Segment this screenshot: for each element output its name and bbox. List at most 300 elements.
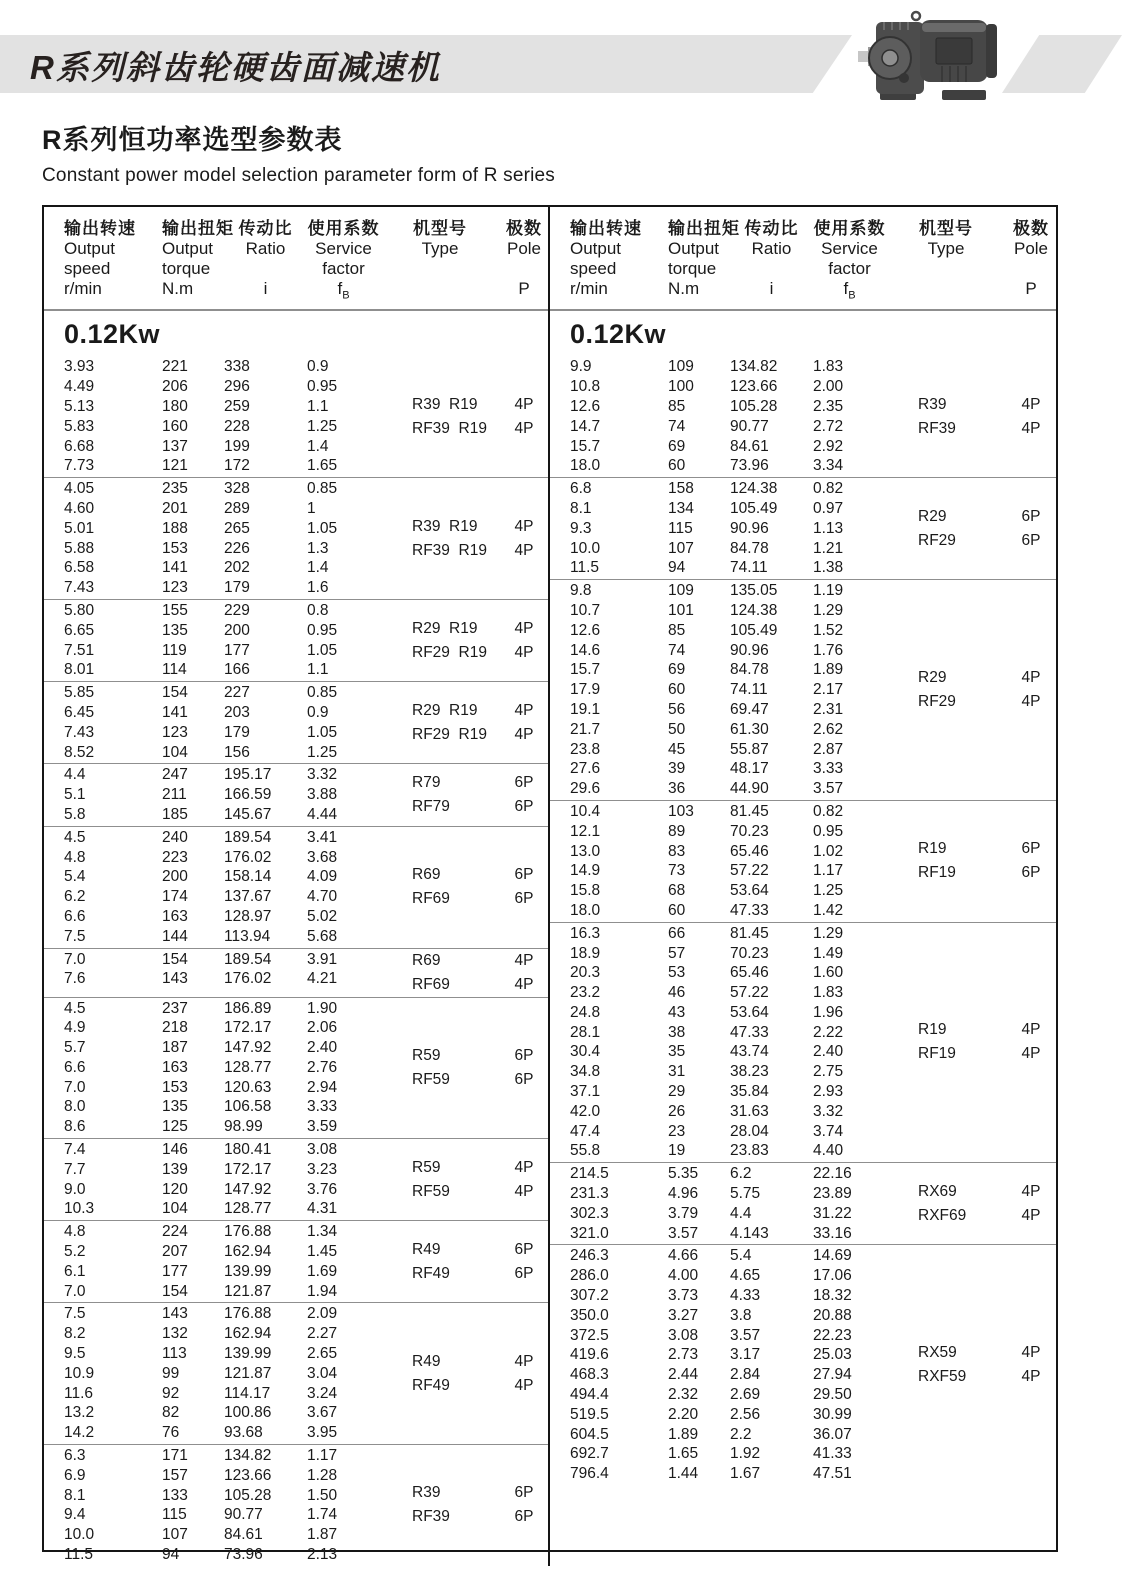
cell: 145.67	[224, 805, 272, 823]
cell: 1.25	[307, 743, 338, 761]
type-column	[380, 1445, 500, 1566]
cell: 4.44	[307, 805, 338, 823]
header-cn: 机型号	[919, 219, 973, 238]
table-row	[550, 1365, 886, 1385]
table-row	[44, 723, 380, 743]
cell: 53.64	[730, 1003, 769, 1021]
type-column	[380, 998, 500, 1139]
cell: 0.85	[307, 480, 338, 498]
cell: 4.143	[730, 1224, 769, 1242]
header-cn: 使用系数	[307, 219, 380, 238]
cell: 74	[668, 417, 686, 435]
data-block	[44, 681, 548, 763]
cell: 103	[668, 802, 694, 820]
cell: 123.66	[224, 1466, 272, 1484]
cell: 174	[162, 888, 188, 906]
cell: 1.4	[307, 559, 329, 577]
cell: 90.96	[730, 519, 769, 537]
power-section-label: 0.12Kw	[570, 319, 667, 350]
data-block	[44, 356, 548, 477]
pole-column	[1006, 580, 1056, 800]
pole-label: 4P	[514, 975, 534, 993]
cell: 202	[224, 559, 250, 577]
cell: 201	[162, 499, 188, 517]
table-row	[44, 1018, 380, 1038]
cell: 1.52	[813, 621, 844, 639]
cell: 23.2	[570, 984, 601, 1002]
cell: 55.87	[730, 740, 769, 758]
cell: 5.7	[64, 1039, 86, 1057]
block-rows	[550, 1163, 886, 1244]
table-row	[550, 1385, 886, 1405]
cell: 1.4	[307, 437, 329, 455]
cell: 92	[162, 1384, 180, 1402]
cell: 6.65	[64, 621, 95, 639]
type-label: R29	[918, 669, 947, 687]
cell: 692.7	[570, 1445, 609, 1463]
cell: 156	[224, 743, 250, 761]
table-row	[550, 1023, 886, 1043]
data-block	[44, 1220, 548, 1302]
cell: 8.01	[64, 661, 95, 679]
table-row	[44, 1058, 380, 1078]
cell: 18.0	[570, 457, 601, 475]
header-banner	[0, 0, 1100, 115]
cell: 47.33	[730, 1023, 769, 1041]
pole-label: 6P	[1021, 864, 1041, 882]
cell: 18.9	[570, 944, 601, 962]
table-row	[550, 357, 886, 377]
cell: 6.2	[64, 888, 86, 906]
pole-column	[500, 764, 548, 825]
type-column	[886, 1163, 1006, 1244]
header-en: Service	[821, 239, 878, 258]
cell: 372.5	[570, 1326, 609, 1344]
cell: 246.3	[570, 1247, 609, 1265]
type-column	[886, 801, 1006, 922]
table-row	[44, 969, 380, 989]
table-row	[550, 1204, 886, 1224]
table-row	[550, 759, 886, 779]
cell: 604.5	[570, 1425, 609, 1443]
pole-label: 4P	[1021, 1344, 1041, 1362]
cell: 5.80	[64, 601, 95, 619]
block-rows	[44, 1221, 380, 1302]
cell: 2.73	[668, 1346, 699, 1364]
cell: 38.23	[730, 1063, 769, 1081]
cell: 2.27	[307, 1325, 338, 1343]
cell: 1.25	[813, 882, 844, 900]
cell: 107	[668, 539, 694, 557]
pole-column	[500, 682, 548, 763]
type-column	[380, 1139, 500, 1220]
table-row	[550, 901, 886, 921]
block-rows	[550, 1245, 886, 1485]
cell: 419.6	[570, 1346, 609, 1364]
header-unit: $f_B$	[843, 279, 856, 302]
cell: 2.22	[813, 1023, 844, 1041]
cell: 289	[224, 499, 250, 517]
table-row	[44, 1466, 380, 1486]
cell: 2.06	[307, 1019, 338, 1037]
block-rows	[44, 1303, 380, 1444]
cell: 207	[162, 1243, 188, 1261]
cell: 1.3	[307, 539, 329, 557]
cell: 34.8	[570, 1063, 601, 1081]
cell: 105.28	[730, 397, 778, 415]
pole-label: 6P	[514, 1264, 534, 1282]
cell: 7.7	[64, 1160, 86, 1178]
type-label: RF79	[412, 798, 450, 816]
cell: 286.0	[570, 1267, 609, 1285]
cell: 109	[668, 358, 694, 376]
pole-label: 6P	[1021, 840, 1041, 858]
type-column	[886, 923, 1006, 1163]
cell: 55.8	[570, 1142, 601, 1160]
cell: 6.68	[64, 437, 95, 455]
type-label: R39 R19	[412, 517, 478, 535]
cell: 121	[162, 457, 188, 475]
cell: 6.9	[64, 1466, 86, 1484]
cell: 3.93	[64, 358, 95, 376]
cell: 128.77	[224, 1200, 272, 1218]
cell: 176.88	[224, 1305, 272, 1323]
table-row	[44, 377, 380, 397]
cell: 73.96	[730, 457, 769, 475]
cell: 124.38	[730, 601, 778, 619]
cell: 2.40	[307, 1039, 338, 1057]
table-row	[550, 700, 886, 720]
cell: 0.9	[307, 358, 329, 376]
header-unit: r/min	[64, 279, 102, 298]
data-block	[44, 997, 548, 1139]
cell: 82	[162, 1404, 180, 1422]
header-cn: 使用系数	[813, 219, 886, 238]
cell: 307.2	[570, 1287, 609, 1305]
cell: 90.96	[730, 641, 769, 659]
type-label: R59	[412, 1046, 441, 1064]
cell: 4.33	[730, 1287, 761, 1305]
type-label: RF59	[412, 1182, 450, 1200]
cell: 4.21	[307, 970, 338, 988]
cell: 105.28	[224, 1486, 272, 1504]
cell: 70.23	[730, 944, 769, 962]
cell: 1.45	[307, 1243, 338, 1261]
cell: 1.83	[813, 358, 844, 376]
cell: 211	[162, 786, 187, 804]
cell: 85	[668, 621, 686, 639]
pole-label: 4P	[1021, 1206, 1041, 1224]
pole-label: 4P	[514, 1376, 534, 1394]
pole-column	[500, 1445, 548, 1566]
cell: 74	[668, 641, 686, 659]
type-label: RF49	[412, 1376, 450, 1394]
cell: 1.76	[813, 641, 844, 659]
cell: 189.54	[224, 950, 272, 968]
cell: 139.99	[224, 1262, 272, 1280]
cell: 3.34	[813, 457, 844, 475]
cell: 158.14	[224, 868, 272, 886]
cell: 57	[668, 944, 686, 962]
pole-label: 4P	[1021, 395, 1041, 413]
cell: 172.17	[224, 1019, 272, 1037]
type-label: RF69	[412, 890, 450, 908]
cell: 0.82	[813, 480, 844, 498]
cell: 1.96	[813, 1003, 844, 1021]
cell: 2.56	[730, 1405, 761, 1423]
cell: 60	[668, 681, 686, 699]
header-en: Pole	[1013, 239, 1049, 258]
cell: 20.88	[813, 1306, 852, 1324]
cell: 224	[162, 1223, 188, 1241]
cell: 1.60	[813, 964, 844, 982]
data-block	[44, 1444, 548, 1566]
cell: 1.90	[307, 999, 338, 1017]
header-en: Output	[162, 239, 214, 258]
table-row	[44, 927, 380, 947]
pole-column	[1006, 1245, 1056, 1485]
table-right-half	[550, 207, 1056, 1566]
cell: 43.74	[730, 1043, 769, 1061]
cell: 3.27	[668, 1306, 699, 1324]
cell: 7.6	[64, 970, 86, 988]
cell: 23.8	[570, 740, 601, 758]
cell: 30.4	[570, 1043, 601, 1061]
cell: 4.96	[668, 1185, 699, 1203]
table-row	[44, 867, 380, 887]
header-en: Output	[668, 239, 720, 258]
cell: 123	[162, 579, 188, 597]
cell: 3.95	[307, 1424, 338, 1442]
type-label: RF39	[918, 419, 956, 437]
cell: 42.0	[570, 1102, 601, 1120]
cell: 15.8	[570, 882, 601, 900]
header-en: Type	[421, 239, 459, 258]
header-unit: N.m	[668, 279, 700, 298]
cell: 9.3	[570, 519, 592, 537]
cell: 5.83	[64, 417, 95, 435]
cell: 3.8	[730, 1306, 752, 1324]
header-en2: torque	[668, 259, 717, 278]
cell: 8.1	[570, 499, 592, 517]
cell: 60	[668, 901, 686, 919]
type-column	[886, 356, 1006, 477]
table-row	[44, 703, 380, 723]
header-cn: 输出扭矩	[668, 219, 740, 238]
data-block	[44, 599, 548, 681]
cell: 3.91	[307, 950, 338, 968]
table-row	[44, 499, 380, 519]
cell: 48.17	[730, 760, 769, 778]
cell: 24.8	[570, 1003, 601, 1021]
cell: 0.97	[813, 499, 844, 517]
column-headers-right	[550, 207, 1056, 311]
cell: 4.4	[730, 1204, 752, 1222]
cell: 176.02	[224, 848, 272, 866]
cell: 90.77	[730, 417, 769, 435]
table-row	[550, 680, 886, 700]
header-cn: 输出转速	[64, 219, 136, 238]
cell: 57.22	[730, 862, 769, 880]
cell: 2.09	[307, 1305, 338, 1323]
type-label: R19	[918, 840, 947, 858]
cell: 3.41	[307, 828, 338, 846]
table-row	[44, 479, 380, 499]
cell: 47.51	[813, 1465, 852, 1483]
cell: 1.94	[307, 1282, 338, 1300]
cell: 84.61	[224, 1526, 263, 1544]
table-row	[550, 822, 886, 842]
cell: 155	[162, 601, 188, 619]
pole-label: 6P	[1021, 531, 1041, 549]
data-block	[44, 948, 548, 997]
cell: 1.65	[668, 1445, 699, 1463]
header-unit: r/min	[570, 279, 608, 298]
cell: 4.4	[64, 766, 86, 784]
cell: 74.11	[730, 559, 768, 577]
cell: 302.3	[570, 1204, 609, 1222]
table-row	[550, 1306, 886, 1326]
cell: 0.95	[813, 822, 844, 840]
type-label: R29 R19	[412, 701, 478, 719]
table-row	[550, 881, 886, 901]
cell: 22.23	[813, 1326, 852, 1344]
header-en: Output	[570, 239, 622, 258]
header-column-5	[886, 219, 1006, 305]
cell: 1.13	[813, 519, 844, 537]
cell: 1	[307, 499, 316, 517]
cell: 218	[162, 1019, 188, 1037]
table-row	[550, 499, 886, 519]
cell: 135	[162, 621, 188, 639]
block-rows	[44, 949, 380, 997]
cell: 15.7	[570, 661, 601, 679]
cell: 1.83	[813, 984, 844, 1002]
cell: 8.0	[64, 1098, 86, 1116]
cell: 5.75	[730, 1185, 761, 1203]
cell: 100	[668, 378, 694, 396]
block-rows	[44, 998, 380, 1139]
cell: 4.5	[64, 828, 86, 846]
cell: 2.76	[307, 1058, 338, 1076]
cell: 10.0	[64, 1526, 95, 1544]
cell: 17.06	[813, 1267, 852, 1285]
cell: 26	[668, 1102, 686, 1120]
cell: 1.29	[813, 601, 844, 619]
block-rows	[550, 923, 886, 1163]
cell: 172	[224, 457, 250, 475]
table-row	[550, 621, 886, 641]
table-row	[550, 1082, 886, 1102]
cell: 2.75	[813, 1063, 844, 1081]
cell: 6.1	[64, 1262, 86, 1280]
cell: 177	[224, 641, 250, 659]
cell: 2.93	[813, 1083, 844, 1101]
header-column-4	[813, 219, 886, 305]
pole-column	[500, 1221, 548, 1302]
cell: 144	[162, 927, 188, 945]
header-unit	[886, 279, 1006, 299]
table-row	[44, 357, 380, 377]
table-row	[44, 1525, 380, 1545]
pole-label: 6P	[1021, 507, 1041, 525]
cell: 104	[162, 743, 188, 761]
cell: 135	[162, 1098, 188, 1116]
cell: 43	[668, 1003, 686, 1021]
cell: 120	[162, 1180, 188, 1198]
cell: 7.0	[64, 1078, 86, 1096]
cell: 2.00	[813, 378, 844, 396]
type-label: R59	[412, 1158, 441, 1176]
cell: 235	[162, 480, 188, 498]
pole-label: 4P	[514, 517, 534, 535]
cell: 84.78	[730, 539, 769, 557]
cell: 172.17	[224, 1160, 272, 1178]
pole-column	[1006, 923, 1056, 1163]
data-block	[550, 477, 1056, 579]
data-block	[550, 1244, 1056, 1485]
cell: 132	[162, 1325, 188, 1343]
cell: 9.5	[64, 1345, 86, 1363]
cell: 11.6	[64, 1384, 94, 1402]
cell: 153	[162, 539, 188, 557]
pole-column	[1006, 356, 1056, 477]
cell: 228	[224, 417, 250, 435]
table-row	[44, 519, 380, 539]
type-column	[886, 478, 1006, 579]
cell: 2.35	[813, 397, 844, 415]
cell: 53	[668, 964, 686, 982]
pole-column	[500, 1139, 548, 1220]
cell: 61.30	[730, 720, 769, 738]
pole-label: 6P	[514, 890, 534, 908]
cell: 157	[162, 1466, 188, 1484]
type-label: RF39 R19	[412, 419, 487, 437]
cell: 7.43	[64, 579, 95, 597]
cell: 1.25	[307, 417, 338, 435]
header-cn: 传动比	[238, 219, 293, 238]
cell: 68	[668, 882, 686, 900]
cell: 46	[668, 984, 686, 1002]
pole-label: 4P	[514, 1352, 534, 1370]
pole-column	[500, 478, 548, 599]
cell: 28.04	[730, 1122, 769, 1140]
cell: 1.19	[813, 582, 844, 600]
table-row	[44, 397, 380, 417]
cell: 29.6	[570, 780, 601, 798]
cell: 796.4	[570, 1465, 609, 1483]
cell: 3.76	[307, 1180, 338, 1198]
cell: 124.38	[730, 480, 778, 498]
cell: 143	[162, 1305, 188, 1323]
table-row	[550, 539, 886, 559]
cell: 188	[162, 519, 188, 537]
cell: 154	[162, 684, 188, 702]
cell: 154	[162, 950, 188, 968]
type-column	[380, 682, 500, 763]
table-row	[44, 660, 380, 680]
cell: 11.5	[570, 559, 600, 577]
block-rows	[44, 1445, 380, 1566]
cell: 1.89	[668, 1425, 699, 1443]
header-en2: factor	[322, 259, 365, 278]
type-label: R69	[412, 866, 441, 884]
cell: 147.92	[224, 1180, 272, 1198]
cell: 13.2	[64, 1404, 95, 1422]
pole-label: 4P	[1021, 1021, 1041, 1039]
cell: 1.21	[813, 539, 844, 557]
cell: 4.09	[307, 868, 338, 886]
